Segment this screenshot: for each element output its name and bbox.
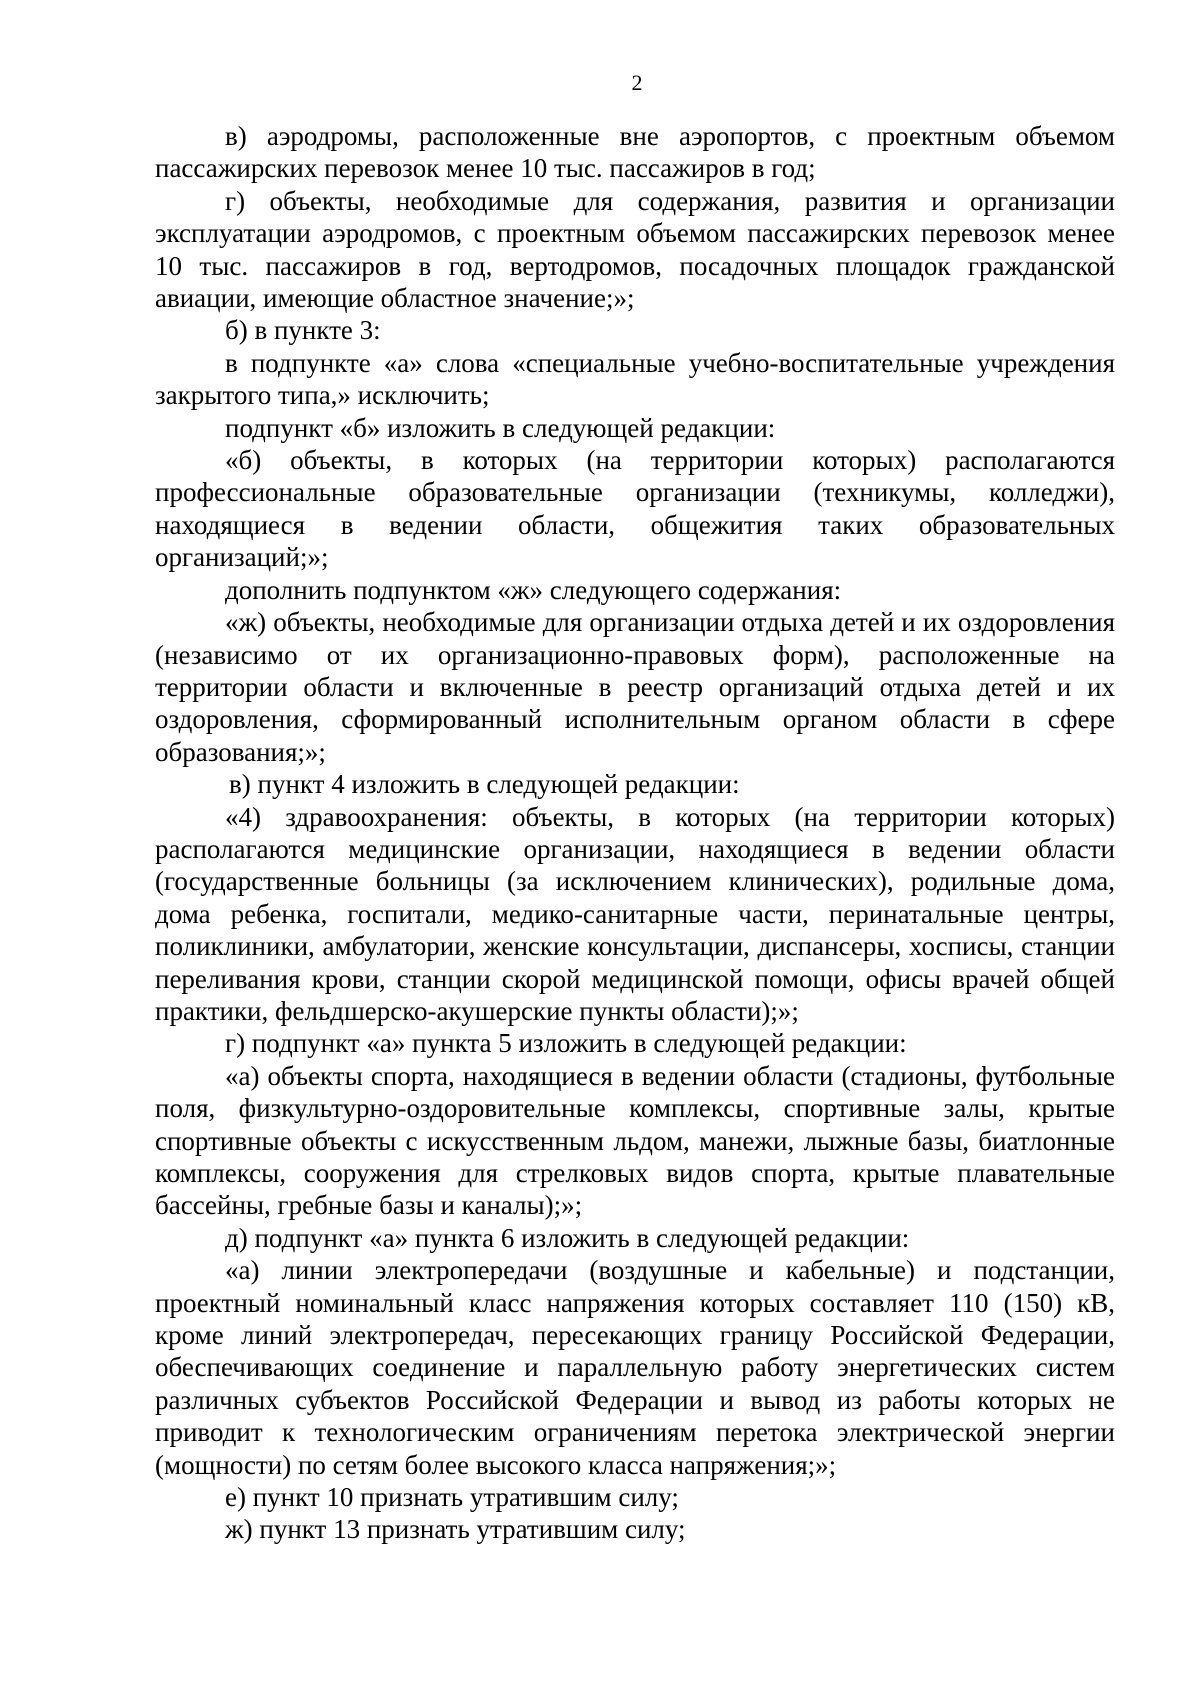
paragraph-v-aerodromes: в) аэродромы, расположенные вне аэропортов, с проектным объемом пассажирских перевозок менее 10 тыс. пассажиров в год; [155, 121, 1115, 184]
paragraph-d-point-6: д) подпункт «а» пункта 6 изложить в следующей редакции: [225, 1222, 910, 1253]
document-body [155, 120, 1115, 1546]
paragraph-v-point-4: в) пункт 4 изложить в следующей редакции: [229, 769, 740, 800]
paragraph-a-sport-objects: «а) объекты спорта, находящиеся в ведении области (стадионы, футбольные поля, физкультурно-оздоровительные комплексы, спортивные залы, крытые спортивные объекты с искусственным льдом, манежи, лыжные базы, биатлонные комплексы, сооружения для стрелковых видов спорта, крытые плавательные бассейны, гребные базы и каналы);»; [155, 1060, 1115, 1221]
paragraph-4-healthcare: «4) здравоохранения: объекты, в которых (на территории которых) располагаются медицинские организации, находящиеся в ведении области (государственные больницы (за исключением клинических), родильные дома, дома ребенка, госпитали, медико-санитарные части, перинатальные центры, поликлиники, амбулатории, женские консультации, диспансеры, хосписы, станции переливания крови, станции скорой медицинской помощи, офисы врачей общей практики, фельдшерско-акушерские пункты области);»; [155, 801, 1115, 1026]
paragraph-a-power-lines: «а) линии электропередачи (воздушные и кабельные) и подстанции, проектный номинальный класс напряжения которых составляет 110 (150) кВ, кроме линий электропередач, пересекающих границу Российской Федерации, обеспечивающих соединение и параллельную работу энергетических систем различных субъектов Российской Федерации и вывод из работы которых не приводит к технологическим ограничениям перетока электрической энергии (мощности) по сетям более высокого класса напряжения;»; [155, 1255, 1115, 1480]
paragraph-b-education-objects: «б) объекты, в которых (на территории которых) располагаются профессиональные образовательные организации (техникумы, колледжи), находящиеся в ведении области, общежития таких образовательных организаций;»; [155, 445, 1115, 573]
paragraph-b-point-3: б) в пункте 3: [225, 315, 381, 346]
paragraph-e-point-10: е) пункт 10 признать утратившим силу; [225, 1482, 679, 1513]
paragraph-zh-point-13: ж) пункт 13 признать утратившим силу; [225, 1514, 686, 1545]
paragraph-subpoint-a-words: в подпункте «а» слова «специальные учебно-воспитательные учреждения закрытого типа,» исключить; [155, 347, 1115, 411]
paragraph-zh-children-rest: «ж) объекты, необходимые для организации отдыха детей и их оздоровления (независимо от их организационно-правовых форм), расположенные на территории области и включенные в реестр организаций отдыха детей и их оздоровления, сформированный исполнительным органом области в сфере образования;»; [155, 607, 1115, 767]
paragraph-g-point-5: г) подпункт «а» пункта 5 изложить в следующей редакции: [225, 1028, 907, 1059]
page-number: 2 [631, 70, 643, 95]
paragraph-subpoint-b-edit: подпункт «б» изложить в следующей редакции: [225, 412, 776, 443]
paragraph-add-subpoint-zh: дополнить подпунктом «ж» следующего содержания: [225, 574, 842, 605]
paragraph-g-aerodrome-objects: г) объекты, необходимые для содержания, развития и организации эксплуатации аэродромов, с проектным объемом пассажирских перевозок менее 10 тыс. пассажиров в год, вертодромов, посадочных площадок гражданской авиации, имеющие областное значение;»; [155, 185, 1115, 314]
